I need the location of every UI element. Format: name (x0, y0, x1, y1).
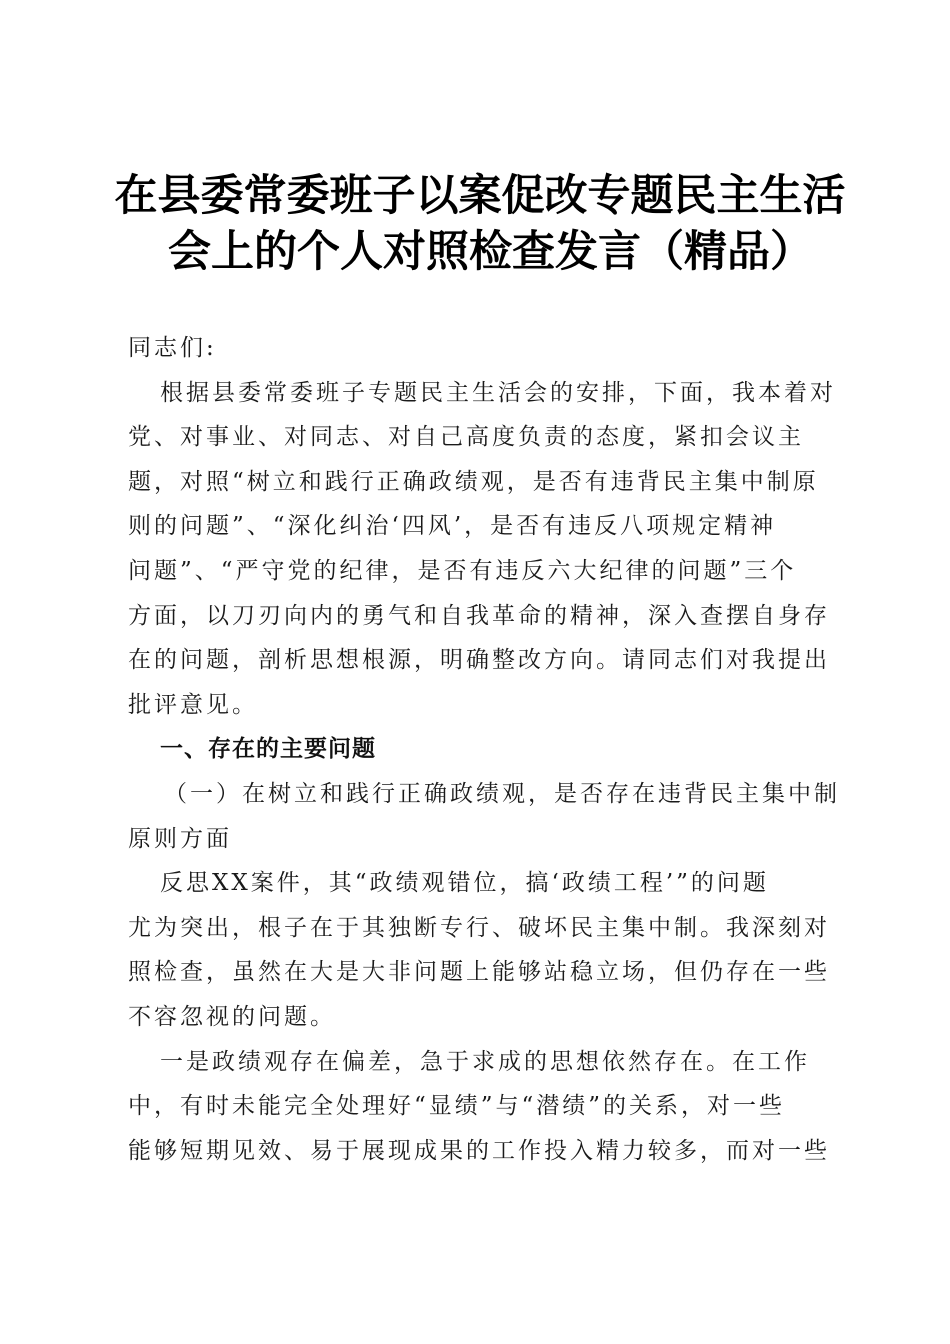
paragraph-line: 中，有时未能完全处理好“显绩”与“潜绩”的关系，对一些 (128, 1093, 786, 1120)
paragraph-line: 一是政绩观存在偏差，急于求成的思想依然存在。在工作 (160, 1048, 810, 1075)
subsection-heading-line: 原则方面 (128, 825, 232, 852)
paragraph-line: 根据县委常委班子专题民主生活会的安排，下面，我本着对 (160, 379, 836, 406)
intro-paragraph (128, 371, 836, 728)
paragraph-line: 在的问题，剖析思想根源，明确整改方向。请同志们对我提出 (128, 647, 830, 674)
document-body (128, 326, 840, 1173)
paragraph-line: 不容忽视的问题。 (128, 1003, 336, 1030)
paragraph-line: 方面，以刀刃向内的勇气和自我革命的精神，深入查摆自身存 (128, 602, 830, 629)
paragraph-line: 能够短期见效、易于展现成果的工作投入精力较多，而对一些 (128, 1137, 830, 1164)
first-issue-paragraph (128, 1040, 828, 1174)
section-heading: 一、存在的主要问题 (160, 736, 376, 763)
title-line-1: 在县委常委班子以案促改专题民主生活 (114, 171, 846, 221)
paragraph-line: 则的问题”、“深化纠治‘四风’，是否有违反八项规定精神 (128, 513, 777, 540)
paragraph-line: 党、对事业、对同志、对自己高度负责的态度，紧扣会议主 (128, 424, 804, 451)
paragraph-line: 批评意见。 (128, 691, 258, 718)
subsection-heading (128, 772, 840, 861)
document-title (0, 168, 950, 280)
paragraph-line: 问题”、“严守党的纪律，是否有违反六大纪律的问题”三个 (128, 557, 797, 584)
paragraph-line: 照检查，虽然在大是大非问题上能够站稳立场，但仍存在一些 (128, 959, 830, 986)
paragraph-line: 尤为突出，根子在于其独断专行、破坏民主集中制。我深刻对 (128, 914, 830, 941)
case-reflection-paragraph (128, 861, 828, 1039)
title-line-2: 会上的个人对照检查发言（精品） (168, 227, 813, 277)
paragraph-line: 反思XX案件，其“政绩观错位，搞‘政绩工程’”的问题 (160, 870, 769, 897)
salutation: 同志们: (128, 335, 217, 361)
subsection-heading-line: （一）在树立和践行正确政绩观，是否存在违背民主集中制 (164, 780, 840, 807)
paragraph-line: 题，对照“树立和践行正确政绩观，是否有违背民主集中制原 (128, 468, 819, 495)
